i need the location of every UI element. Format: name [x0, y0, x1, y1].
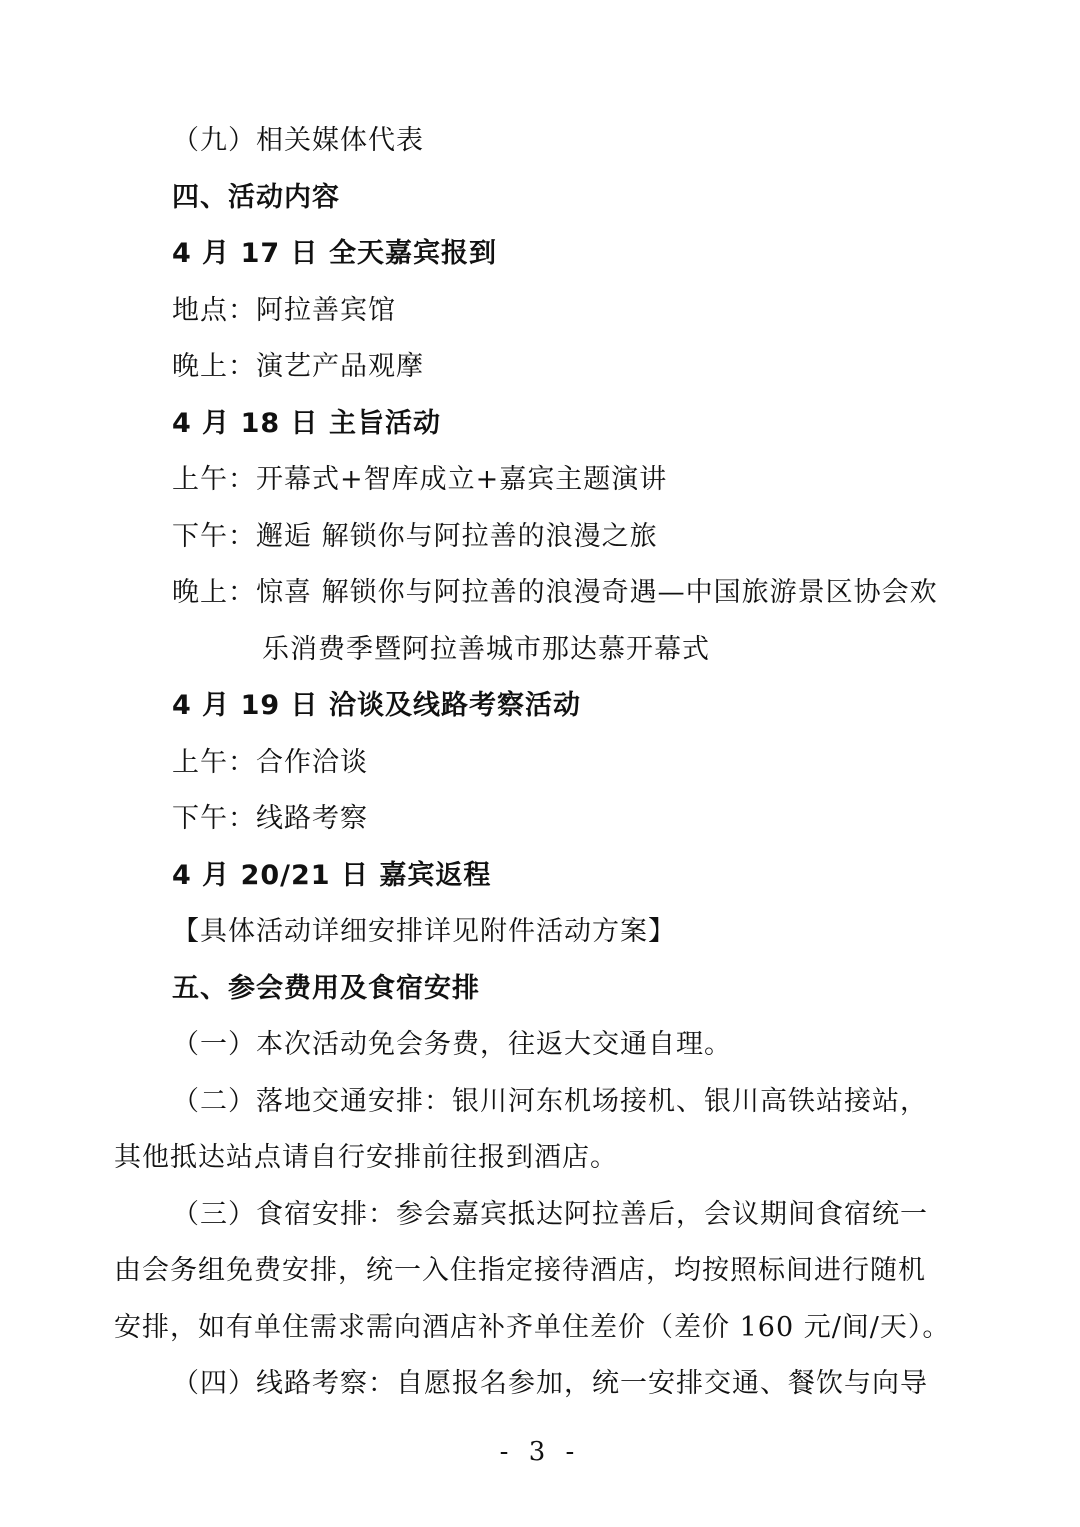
schedule-date-apr17: 4 月 17 日 全天嘉宾报到	[172, 238, 497, 269]
schedule-item-morning-apr18: 上午：开幕式+智库成立+嘉宾主题演讲	[172, 464, 668, 495]
section-heading-activity-content: 四、活动内容	[172, 182, 340, 213]
fee-item-3-continued-2: 安排，如有单住需求需向酒店补齐单住差价（差价 160 元/间/天）。	[114, 1312, 951, 1343]
attachment-note: 【具体活动详细安排详见附件活动方案】	[172, 916, 676, 947]
fee-item-2: （二）落地交通安排：银川河东机场接机、银川高铁站接站，	[172, 1086, 928, 1117]
fee-item-1: （一）本次活动免会务费，往返大交通自理。	[172, 1029, 732, 1060]
schedule-date-apr20-21: 4 月 20/21 日 嘉宾返程	[172, 860, 492, 891]
fee-item-3: （三）食宿安排：参会嘉宾抵达阿拉善后，会议期间食宿统一	[172, 1199, 928, 1230]
schedule-item-morning-apr19: 上午：合作洽谈	[172, 747, 368, 778]
list-item-media: （九）相关媒体代表	[172, 125, 424, 156]
fee-item-3-continued-1: 由会务组免费安排，统一入住指定接待酒店，均按照标间进行随机	[114, 1255, 926, 1286]
schedule-item-afternoon-apr18: 下午：邂逅 解锁你与阿拉善的浪漫之旅	[172, 521, 658, 552]
schedule-date-apr18: 4 月 18 日 主旨活动	[172, 408, 441, 439]
schedule-item-evening-apr18-continued: 乐消费季暨阿拉善城市那达慕开幕式	[262, 634, 710, 665]
schedule-item-evening-apr18: 晚上：惊喜 解锁你与阿拉善的浪漫奇遇—中国旅游景区协会欢	[172, 577, 938, 608]
page-number: - 3 -	[499, 1437, 581, 1467]
fee-item-2-continued: 其他抵达站点请自行安排前往报到酒店。	[114, 1142, 618, 1173]
schedule-item-location: 地点：阿拉善宾馆	[172, 295, 396, 326]
fee-item-4: （四）线路考察：自愿报名参加，统一安排交通、餐饮与向导	[172, 1368, 928, 1399]
schedule-date-apr19: 4 月 19 日 洽谈及线路考察活动	[172, 690, 581, 721]
schedule-item-evening-apr17: 晚上：演艺产品观摩	[172, 351, 424, 382]
schedule-item-afternoon-apr19: 下午：线路考察	[172, 803, 368, 834]
section-heading-fees: 五、参会费用及食宿安排	[172, 973, 480, 1004]
